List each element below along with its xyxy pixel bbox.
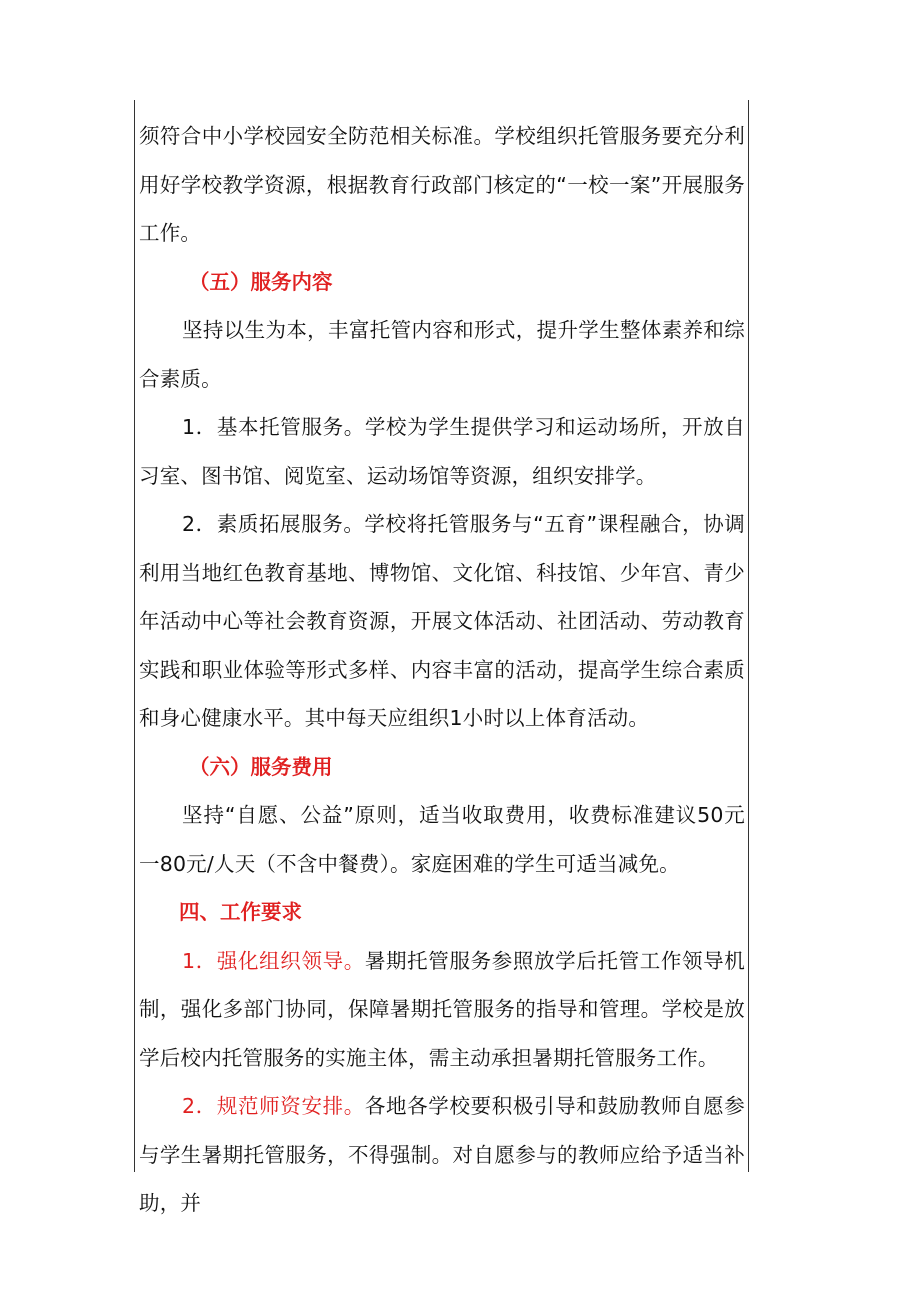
section-heading-service-fee: （六）服务费用 [189, 754, 333, 779]
document-page [139, 112, 745, 1228]
paragraph-service-intro: 坚持以生为本，丰富托管内容和形式，提升学生整体素养和综合素质。 [139, 318, 745, 391]
requirement-lead-organization: 1．强化组织领导。 [182, 948, 365, 973]
left-margin-rule [134, 100, 135, 1172]
requirement-body-teachers: 各地各学校要积极引导和鼓励教师自愿参与学生暑期托管服务，不得强制。对自愿参与的教师应给予适当补助，并 [139, 1094, 745, 1215]
list-item-quality-service: 2．素质拓展服务。学校将托管服务与“五育”课程融合，协调利用当地红色教育基地、博物馆、文化馆、科技馆、少年宫、青少年活动中心等社会教育资源，开展文体活动、社团活动、劳动教育实践和职业体验等形式多样、内容丰富的活动，提高学生综合素质和身心健康水平。其中每天应组织1小时以上体育活动。 [139, 512, 745, 730]
right-margin-rule [748, 100, 749, 1172]
paragraph-service-fee: 坚持“自愿、公益”原则，适当收取费用，收费标准建议50元一80元/人天（不含中餐费）。家庭困难的学生可适当减免。 [139, 803, 745, 876]
requirement-item-organization [139, 937, 745, 1083]
section-heading-work-requirements: 四、工作要求 [179, 900, 302, 924]
paragraph-continuation: 须符合中小学校园安全防范相关标准。学校组织托管服务要充分利用好学校教学资源，根据教育行政部门核定的“一校一案”开展服务工作。 [139, 124, 745, 245]
requirement-lead-teachers: 2．规范师资安排。 [182, 1094, 365, 1118]
list-item-basic-service: 1．基本托管服务。学校为学生提供学习和运动场所，开放自习室、图书馆、阅览室、运动场馆等资源，组织安排学。 [139, 415, 745, 488]
section-heading-service-content: （五）服务内容 [189, 269, 333, 294]
requirement-item-teachers [139, 1082, 745, 1228]
requirement-body-organization: 暑期托管服务参照放学后托管工作领导机制，强化多部门协同，保障暑期托管服务的指导和管理。学校是放学后校内托管服务的实施主体，需主动承担暑期托管服务工作。 [139, 948, 745, 1070]
